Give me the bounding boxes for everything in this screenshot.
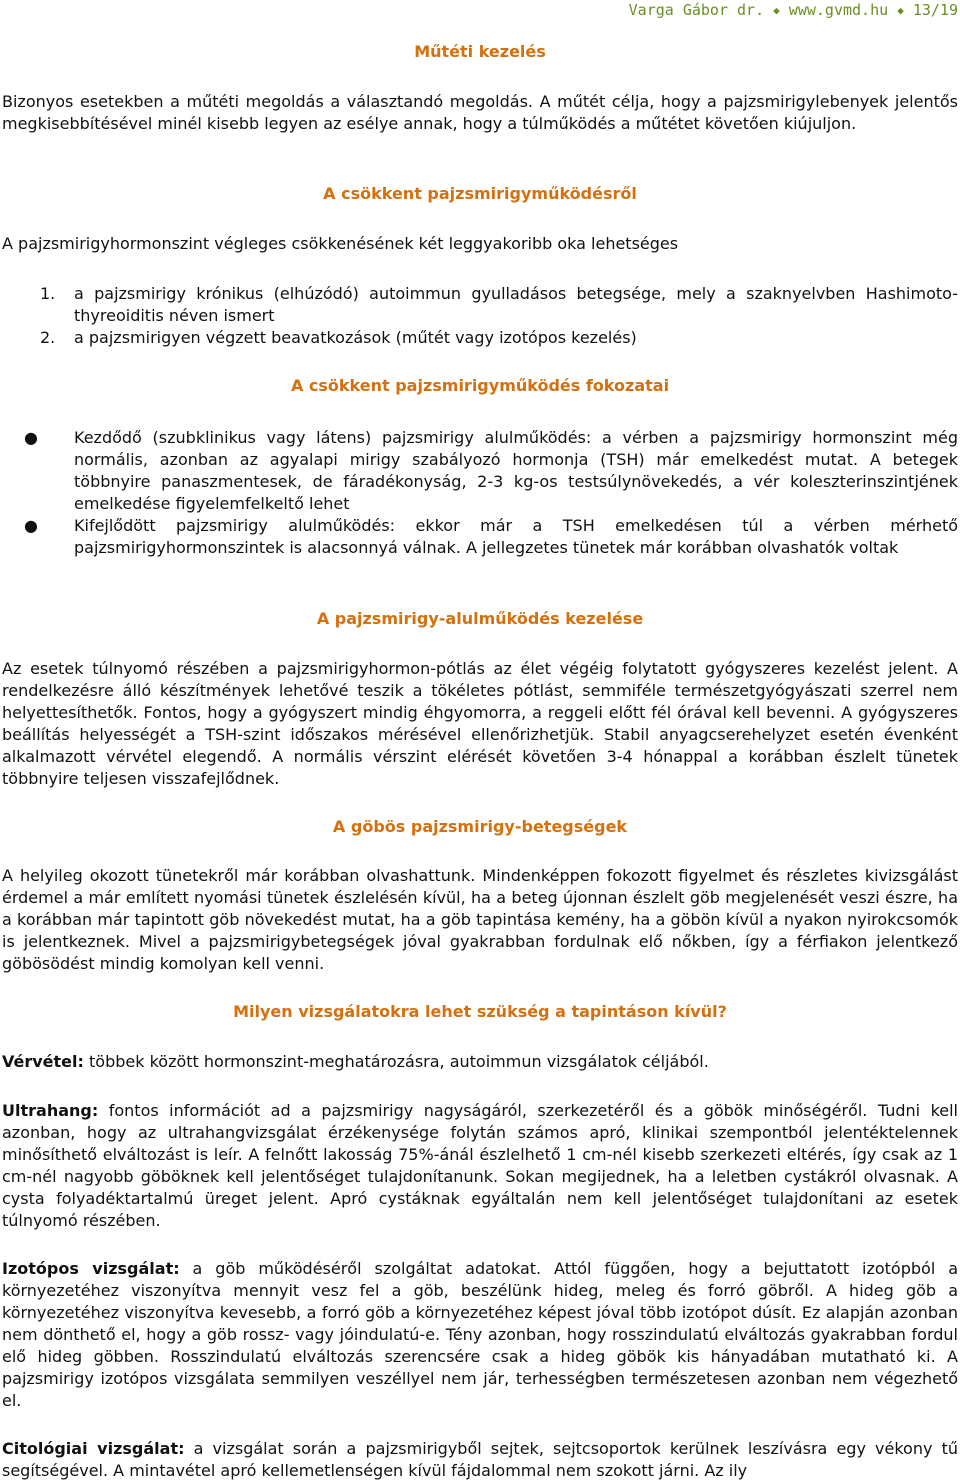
paragraph-blood-test [2, 1051, 958, 1073]
list-item-text: Kezdődő (szubklinikus vagy látens) pajzsmirigy alulműködés: a vérben a pajzsmirigy hormonszint még normális, azonban az agyalapi mirigy szabályozó hormonja (TSH) már emelkedést mutat. A betegek többnyire panaszmentesek, de fáradékonyság, 2-3 kg-os testsúlynövekedés, a vér koleszterinszintjének emelkedése figyelemfelkeltő lehet [74, 428, 958, 513]
paragraph-ultrasound [2, 1100, 958, 1232]
diamond-icon: ◆ [773, 4, 780, 17]
section-title-exams: Milyen vizsgálatokra lehet szükség a tapintáson kívül? [233, 1002, 727, 1021]
section-title-treatment: A pajzsmirigy-alulműködés kezelése [316, 609, 644, 628]
diamond-icon: ◆ [897, 4, 904, 17]
paragraph-cytology [2, 1438, 958, 1482]
paragraph-surgery: Bizonyos esetekben a műtéti megoldás a választandó megoldás. A műtét célja, hogy a pajzsmirigylebenyek jelentős megkisebbítésével minél kisebb legyen az esélye annak, hogy a túlműködés a műtétet követően kiújuljon. [2, 92, 958, 133]
page-header [629, 0, 958, 21]
term-label: Ultrahang: [2, 1101, 99, 1120]
paragraph-hypothyroid-intro: A pajzsmirigyhormonszint végleges csökkenésének két leggyakoribb oka lehetséges [2, 234, 679, 253]
list-number: 2. [40, 328, 56, 347]
term-text: többek között hormonszint-meghatározásra, autoimmun vizsgálatok céljából. [83, 1052, 709, 1071]
bullet-icon: ● [24, 428, 38, 447]
list-item [2, 327, 958, 349]
term-label: Citológiai vizsgálat: [2, 1439, 185, 1458]
list-item [2, 427, 958, 515]
paragraph-treatment: Az esetek túlnyomó részében a pajzsmirigyhormon-pótlás az élet végéig folytatott gyógyszeres kezelést jelent. A rendelkezésre álló készítmények lehetővé teszik a tökéletes pótlást, semmiféle természetgyógyászati szerrel nem helyettesíthetők. Fontos, hogy a gyógyszert mindig éhgyomorra, a reggeli előtt fél órával kell bevenni. A gyógyszeres beállítás helyességét a TSH-szint időszakos mérésével ellenőrizhetjük. Stabil anyagcserehelyzet esetén évenként alkalmazott vérvétel elegendő. A normális vérszint elérését követően 3-4 hónappal a korábban észlelt tünetek többnyire teljesen visszafejlődnek. [2, 659, 958, 788]
stages-list [2, 427, 958, 559]
list-item-text: Kifejlődött pajzsmirigy alulműködés: ekkor már a TSH emelkedésen túl a vérben mérhető pajzsmirigyhormonszintek is alacsonnyá válnak. A jellegzetes tünetek már korábban olvashatók voltak [74, 516, 958, 557]
bullet-icon: ● [24, 516, 38, 535]
term-label: Vérvétel: [2, 1052, 84, 1071]
list-item [2, 283, 958, 327]
list-number: 1. [40, 284, 56, 303]
term-text: a vizsgálat során a pajzsmirigyből sejtek, sejtcsoportok kerülnek leszívásra egy vékony tű segítségével. A mintavétel apró kellemetlenségen kívül fájdalommal nem szokott járni. Az ily [2, 1439, 958, 1480]
term-text: fontos információt ad a pajzsmirigy nagyságáról, szerkezetéről és a göbök minőségéről. Tudni kell azonban, hogy az ultrahangvizsgálat érzékenysége folytán számos apró, klinikai szempontból jelentéktelennek minősíthető elváltozást is leír. A felnőtt lakosság 75%-ánál észlelhető 1 cm-nél kisebb szerkezeti eltérés, így csak az 1 cm-nél nagyobb göböknek kell jelentőséget tulajdonítanunk. Sokan megijednek, ha a leletben cystákról olvasnak. A cysta folyadéktartalmú üreget jelent. Apró cystáknak egyáltalán nem kell jelentőséget tulajdonítani az esetek túlnyomó részében. [2, 1101, 958, 1230]
header-page-number: 13/19 [912, 1, 958, 19]
section-title-stages: A csökkent pajzsmirigyműködés fokozatai [290, 376, 670, 395]
causes-list [2, 283, 958, 349]
list-item-text: a pajzsmirigy krónikus (elhúzódó) autoimmun gyulladásos betegsége, mely a szaknyelvben Hashimoto-thyreoiditis néven ismert [74, 284, 958, 325]
header-site: www.gvmd.hu [788, 1, 889, 19]
section-title-nodular: A göbös pajzsmirigy-betegségek [332, 817, 628, 836]
section-title-surgery: Műtéti kezelés [414, 42, 546, 61]
term-text: a göb működéséről szolgáltat adatokat. Attól függően, hogy a bejuttatott izotópból a környezetéhez viszonyítva mennyit vesz fel a göb, beszélünk hideg, meleg és forró göbről. A hideg göb a környezetéhez viszonyítva kevesebb, a forró göb a környezetéhez képest jóval több izotópot dúsít. Ez alapján azonban nem dönthető el, hogy a göb rossz- vagy jóindulatú-e. Tény azonban, hogy rosszindulatú elváltozás gyakrabban fordul elő hideg göbben. Rosszindulatú elváltozás szerencsére csak a hideg göbök kis hányadában mutatható ki. A pajzsmirigy izotópos vizsgálata semmilyen veszéllyel nem jár, terhességben természetesen azonban nem végezhető el. [2, 1259, 959, 1410]
list-item [2, 515, 958, 559]
paragraph-nodular: A helyileg okozott tünetekről már korábban olvashattunk. Mindenképpen fokozott figyelmet és részletes kivizsgálást érdemel a már említett nyomási tünetek észlelésén kívül, ha a beteg újonnan észlelt göb megjelenését veszi észre, ha a korábban már tapintott göb növekedést mutat, ha a göb tapintása kemény, ha a göbön kívül a nyakon nyirokcsomók is jelentkeznek. Mivel a pajzsmirigybetegségek jóval gyakrabban fordulnak elő nőkben, így a férfiakon jelentkező göbösödést mindig komolyan kell venni. [2, 866, 958, 973]
paragraph-isotope [2, 1258, 958, 1412]
header-author: Varga Gábor dr. [628, 1, 765, 19]
list-item-text: a pajzsmirigyen végzett beavatkozások (műtét vagy izotópos kezelés) [74, 328, 637, 347]
term-label: Izotópos vizsgálat: [2, 1259, 180, 1278]
section-title-hypothyroid: A csökkent pajzsmirigyműködésről [323, 184, 637, 203]
